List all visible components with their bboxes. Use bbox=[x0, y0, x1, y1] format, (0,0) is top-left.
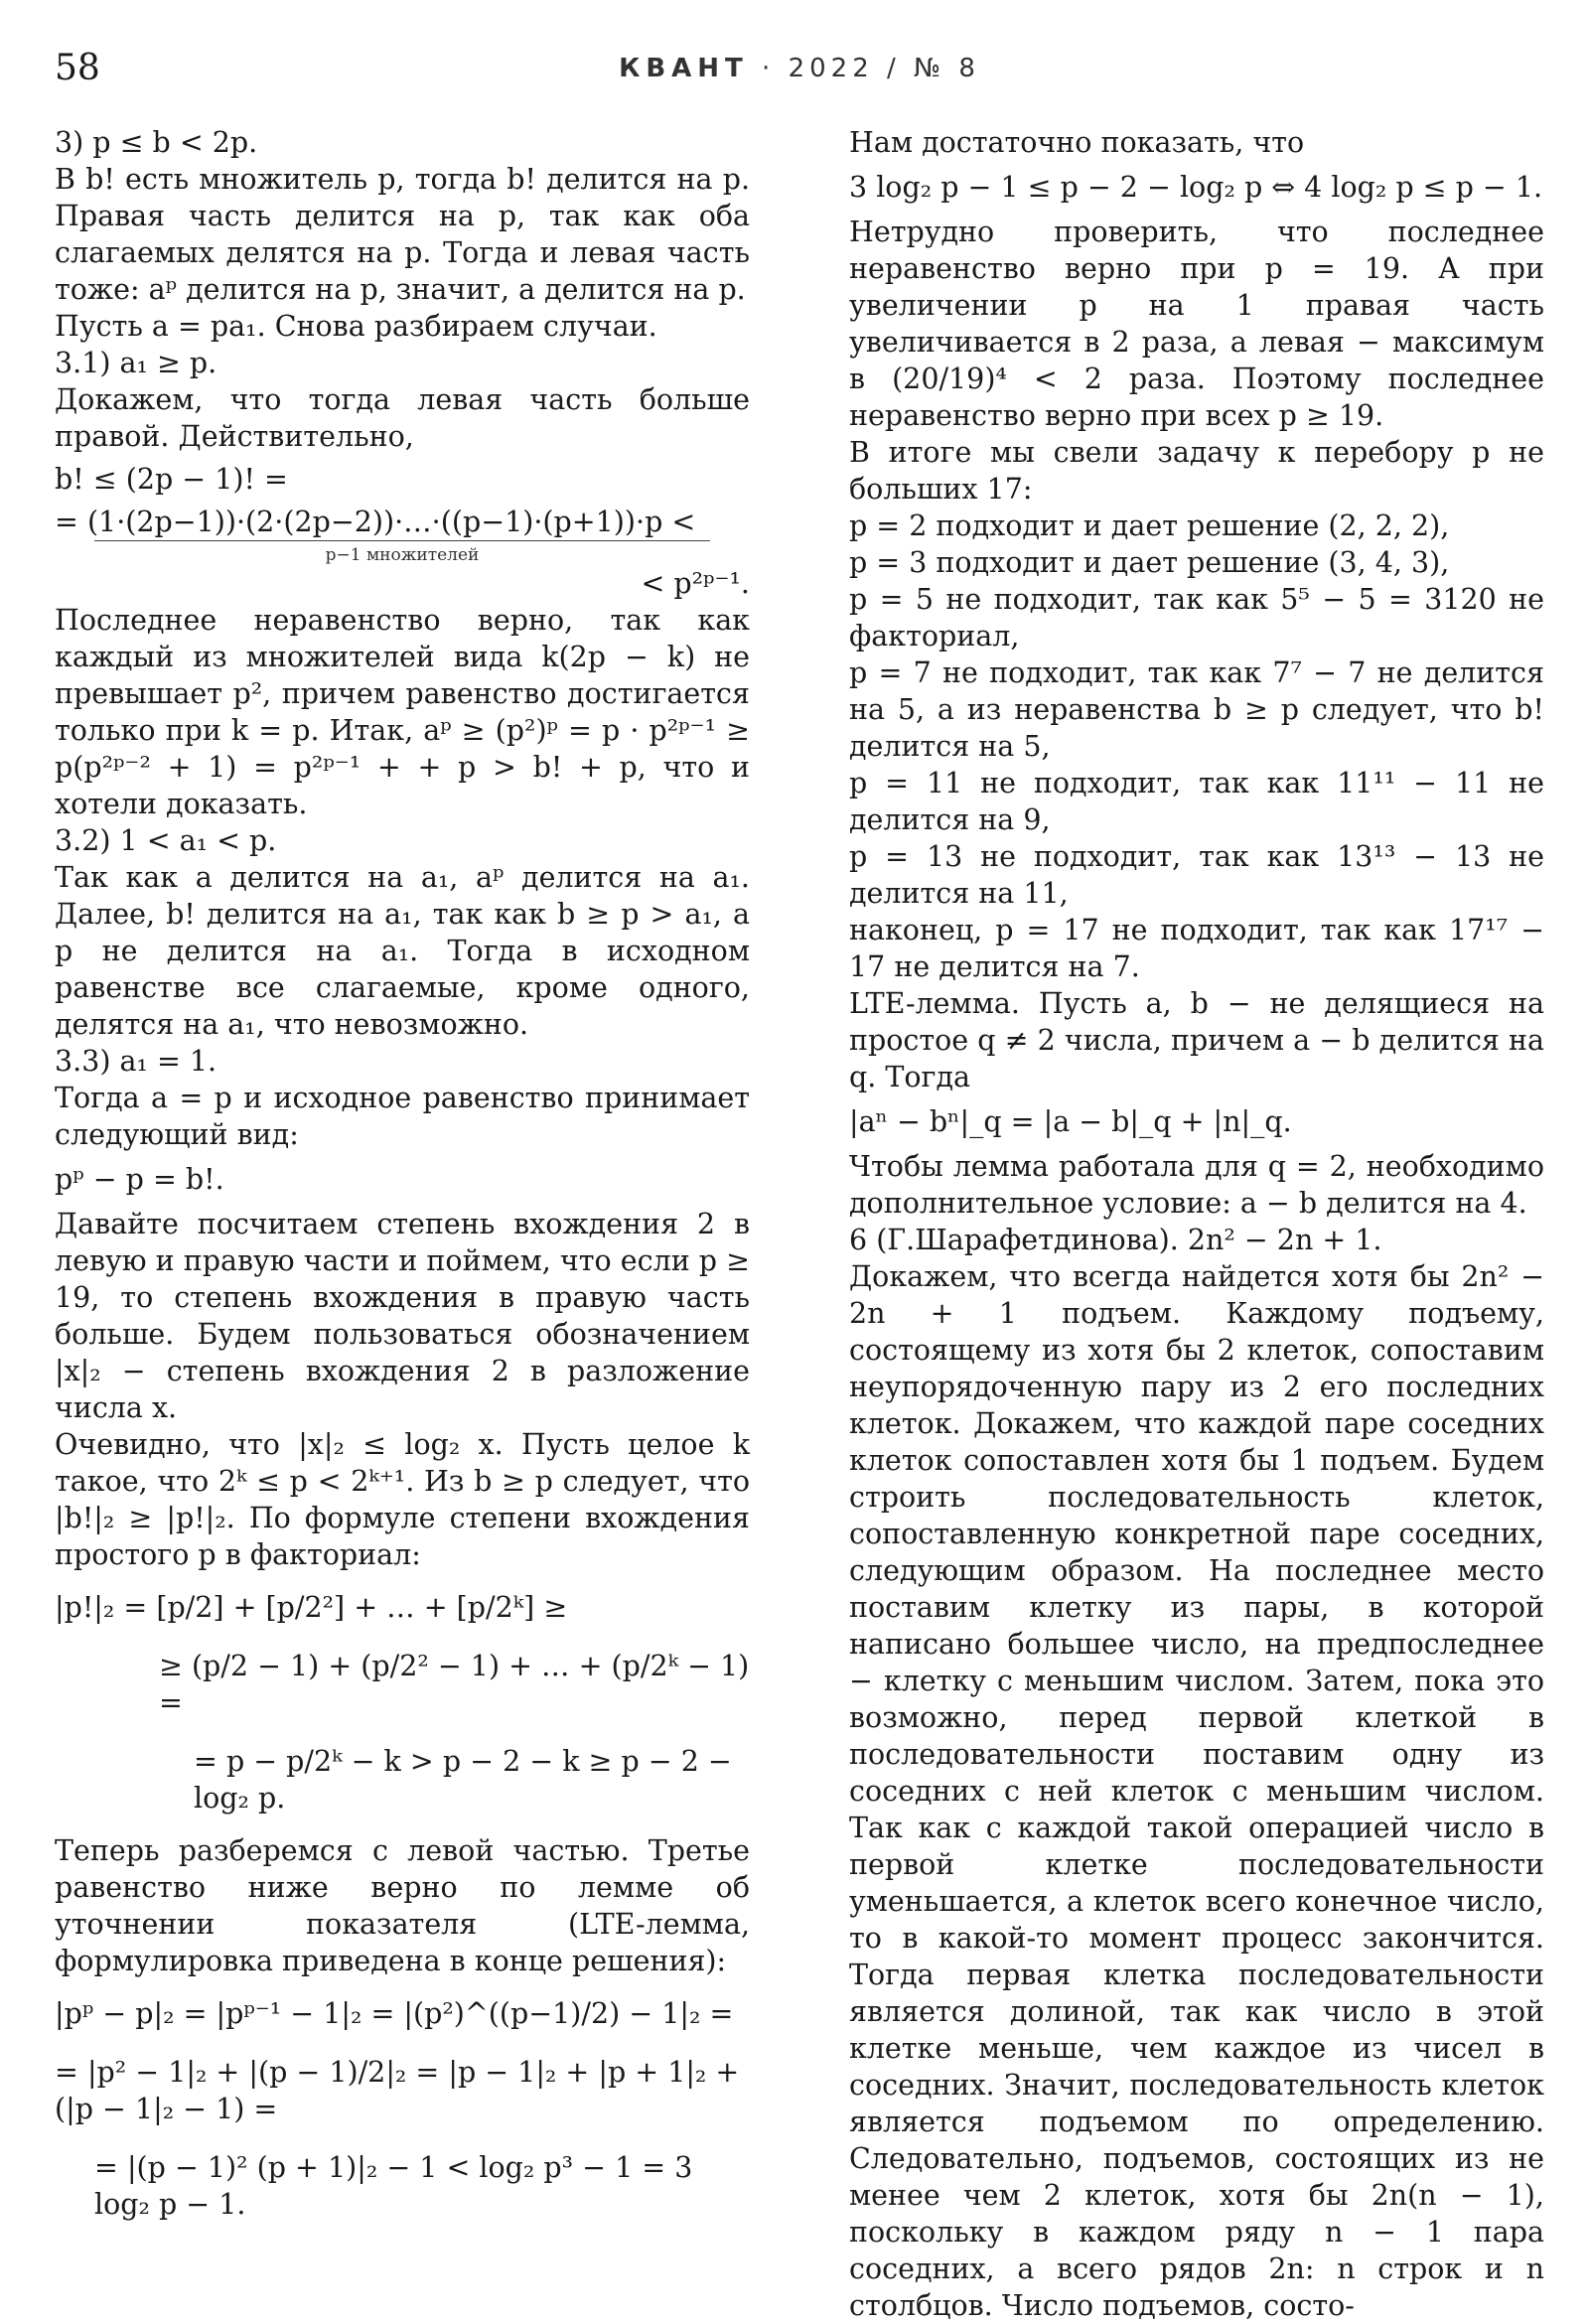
paragraph: p = 7 не подходит, так как 7⁷ − 7 не делится на 5, а из неравенства b ≥ p следует, что b! делится на 5, bbox=[849, 656, 1544, 763]
paragraph: Докажем, что всегда найдется хотя бы 2n² − 2n + 1 подъем. Каждому подъему, состоящему из хотя бы 2 клеток, сопоставим неупорядоченную пару из 2 его последних клеток. Докажем, что каждой паре соседних клеток сопоставлен хотя бы 1 подъем. Будем строить последовательность клеток, сопоставленную конкретной паре соседних, следующим образом. На последнее место поставим клетку из пары, в которой написано большее число, на предпоследнее − клетку с меньшим числом. Затем, пока это возможно, перед первой клеткой в последовательности поставим одну из соседних с ней клеток с меньшим числом. Так как с каждой такой операцией число в первой клетке последовательности уменьшается, а клеток всего конечное число, то в какой-то момент процесс закончится. Тогда первая клетка последовательности является долиной, так как число в этой клетке меньше, чем каждое из чисел в соседних. Значит, последовательность клеток является подъемом по определению. Следовательно, подъемов, состоящих из не менее чем 2 клеток, хотя бы 2n(n − 1), поскольку в каждом ряду n − 1 пара соседних, а всего рядов 2n: n строк и n столбцов. Число подъемов, состо- bbox=[849, 1260, 1544, 2322]
paragraph: p = 2 подходит и дает решение (2, 2, 2), bbox=[849, 509, 1450, 542]
paragraph: Так как a делится на a₁, aᵖ делится на a₁. Далее, b! делится на a₁, так как b ≥ p > a₁, а p не делится на a₁. Тогда в исходном равенстве все слагаемые, кроме одного, делятся на a₁, что невозможно. bbox=[55, 861, 750, 1041]
formula: b! ≤ (2p − 1)! = bbox=[55, 463, 288, 496]
paragraph: В итоге мы свели задачу к перебору p не больших 17: bbox=[849, 436, 1544, 506]
paragraph: LTE-лемма. Пусть a, b − не делящиеся на простое q ≠ 2 числа, причем a − b делится на q. Тогда bbox=[849, 987, 1544, 1093]
paragraph: 3.2) 1 < a₁ < p. bbox=[55, 824, 277, 857]
paragraph: Нетрудно проверить, что последнее неравенство верно при p = 19. А при увеличении p на 1 правая часть увеличивается в 2 раза, а левая − максимум в (20/19)⁴ < 2 раза. Поэтому последнее неравенство верно при всех p ≥ 19. bbox=[849, 216, 1544, 432]
right-column bbox=[849, 124, 1544, 2324]
paragraph: p = 3 подходит и дает решение (3, 4, 3), bbox=[849, 546, 1450, 579]
paragraph: Пусть a = pa₁. Снова разбираем случаи. bbox=[55, 310, 657, 343]
formula: = (1·(2p−1))·(2·(2p−2))·…·((p−1)·(p+1))·p < bbox=[55, 506, 696, 538]
paragraph: В b! есть множитель p, тогда b! делится на p. Правая часть делится на p, так как оба слагаемых делятся на p. Тогда и левая часть тоже: aᵖ делится на p, значит, a делится на p. bbox=[55, 163, 750, 306]
formula: < p²ᵖ⁻¹. bbox=[641, 567, 750, 600]
paragraph: Тогда a = p и исходное равенство принимает следующий вид: bbox=[55, 1082, 750, 1151]
paragraph: Последнее неравенство верно, так как каждый из множителей вида k(2p − k) не превышает p², причем равенство достигается только при k = p. Итак, aᵖ ≥ (p²)ᵖ = p · p²ᵖ⁻¹ ≥ p(p²ᵖ⁻² + 1) = p²ᵖ⁻¹ + + p > b! + p, что и хотели доказать. bbox=[55, 604, 750, 820]
page-number: 58 bbox=[55, 48, 100, 88]
paragraph: Теперь разберемся с левой частью. Третье равенство ниже верно по лемме об уточнении показателя (LTE-лемма, формулировка приведена в конце решения): bbox=[55, 1834, 750, 1977]
formula: |pᵖ − p|₂ = |pᵖ⁻¹ − 1|₂ = |(p²)^((p−1)/2) − 1|₂ = bbox=[55, 1997, 734, 2030]
paragraph: 6 (Г.Шарафетдинова). 2n² − 2n + 1. bbox=[849, 1224, 1382, 1256]
journal-title bbox=[55, 54, 1544, 83]
formula: = p − p/2ᵏ − k > p − 2 − k ≥ p − 2 − log₂ p. bbox=[194, 1745, 732, 1815]
paragraph: Очевидно, что |x|₂ ≤ log₂ x. Пусть целое k такое, что 2ᵏ ≤ p < 2ᵏ⁺¹. Из b ≥ p следует, что |b!|₂ ≥ |p!|₂. По формуле степени вхождения простого p в факториал: bbox=[55, 1428, 750, 1571]
journal-issue: · 2022 / № 8 bbox=[762, 54, 980, 83]
paragraph: Нам достаточно показать, что bbox=[849, 126, 1305, 159]
paragraph: p = 13 не подходит, так как 13¹³ − 13 не делится на 11, bbox=[849, 840, 1544, 910]
paragraph: p = 11 не подходит, так как 11¹¹ − 11 не делится на 9, bbox=[849, 767, 1544, 836]
left-column bbox=[55, 124, 750, 2229]
paragraph: наконец, p = 17 не подходит, так как 17¹⁷ − 17 не делится на 7. bbox=[849, 914, 1544, 983]
formula: pᵖ − p = b!. bbox=[55, 1163, 224, 1196]
formula: ≥ (p/2 − 1) + (p/2² − 1) + … + (p/2ᵏ − 1) = bbox=[159, 1650, 750, 1719]
formula: = |(p − 1)² (p + 1)|₂ − 1 < log₂ p³ − 1 = 3 log₂ p − 1. bbox=[94, 2151, 693, 2221]
paragraph: p = 5 не подходит, так как 5⁵ − 5 = 3120 не факториал, bbox=[849, 583, 1544, 653]
paragraph: Докажем, что тогда левая часть больше правой. Действительно, bbox=[55, 383, 750, 453]
brace-note: p−1 множителей bbox=[94, 540, 710, 565]
formula: 3 log₂ p − 1 ≤ p − 2 − log₂ p ⇔ 4 log₂ p ≤ p − 1. bbox=[849, 171, 1543, 204]
paragraph: 3) p ≤ b < 2p. bbox=[55, 126, 258, 159]
page-header bbox=[55, 48, 1544, 87]
formula: |aⁿ − bⁿ|_q = |a − b|_q + |n|_q. bbox=[849, 1105, 1292, 1138]
paragraph: Давайте посчитаем степень вхождения 2 в левую и правую части и поймем, что если p ≥ 19, то степень вхождения в правую часть больше. Будем пользоваться обозначением |x|₂ − степень вхождения 2 в разложение числа x. bbox=[55, 1208, 750, 1424]
formula: = |p² − 1|₂ + |(p − 1)/2|₂ = |p − 1|₂ + |p + 1|₂ + (|p − 1|₂ − 1) = bbox=[55, 2056, 740, 2125]
paragraph: Чтобы лемма работала для q = 2, необходимо дополнительное условие: a − b делится на 4. bbox=[849, 1150, 1544, 1220]
journal-name: КВАНТ bbox=[619, 54, 749, 83]
formula: |p!|₂ = [p/2] + [p/2²] + … + [p/2ᵏ] ≥ bbox=[55, 1591, 568, 1624]
paragraph: 3.1) a₁ ≥ p. bbox=[55, 347, 217, 379]
paragraph: 3.3) a₁ = 1. bbox=[55, 1045, 217, 1078]
